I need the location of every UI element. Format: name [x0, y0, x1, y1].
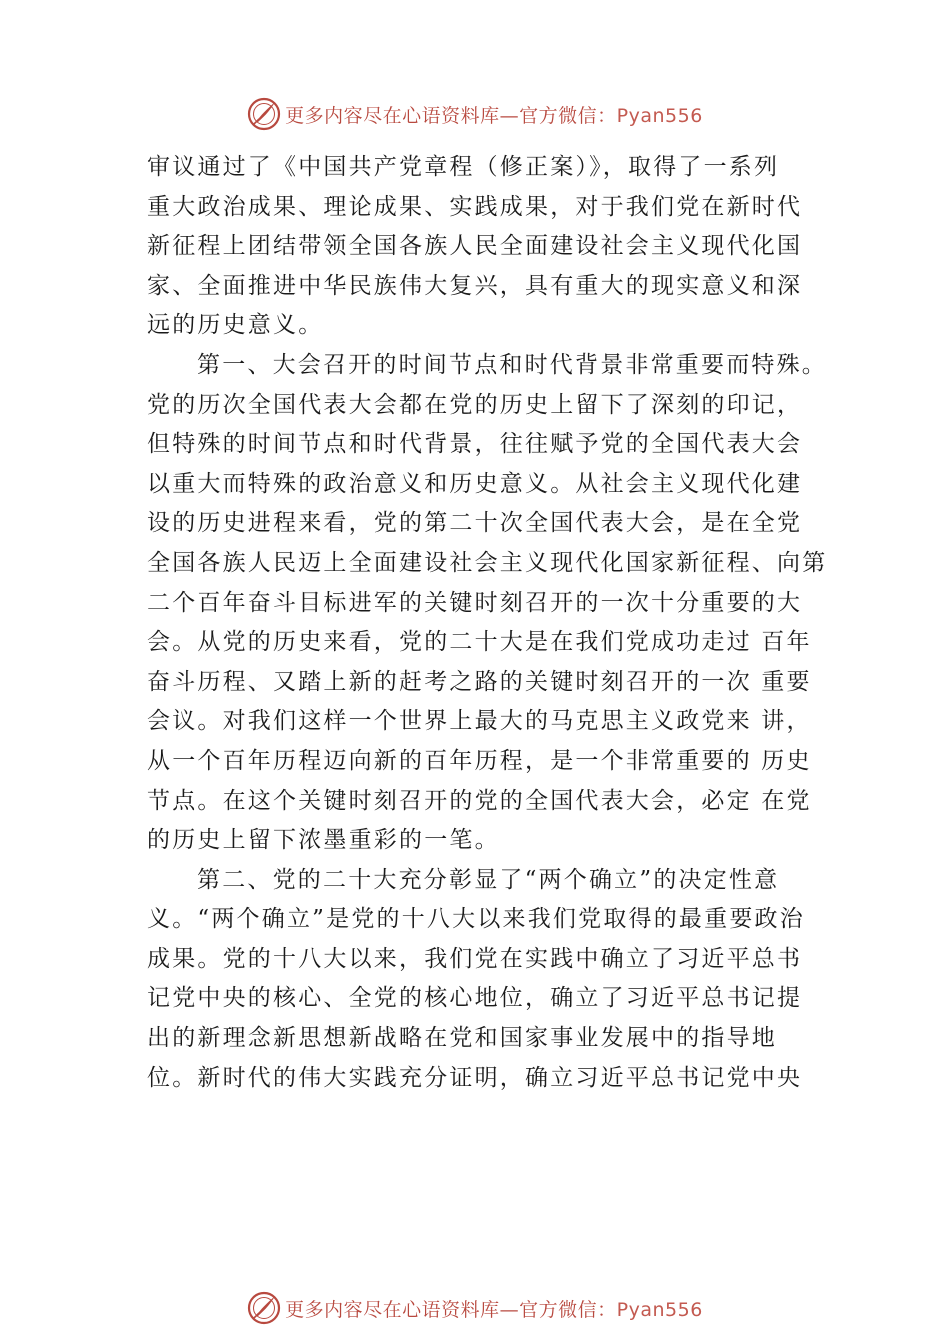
text-line: 二个百年奋斗目标进军的关键时刻召开的一次十分重要的大 — [147, 589, 803, 616]
text-line: 但特殊的时间节点和时代背景，往往赋予党的全国代表大会 — [147, 431, 803, 458]
text-line: 以重大而特殊的政治意义和历史意义。从社会主义现代化建 — [147, 470, 803, 497]
text-line: 远的历史意义。 — [147, 312, 324, 339]
text-line: 从一个百年历程迈向新的百年历程，是一个非常重要的 历史 — [147, 747, 812, 774]
banner-text: 更多内容尽在心语资料库—官方微信：Pyan556 — [285, 1298, 703, 1321]
text-line: 会议。对我们这样一个世界上最大的马克思主义政党来 讲， — [147, 708, 812, 735]
text-line: 会。从党的历史来看，党的二十大是在我们党成功走过 百年 — [147, 629, 812, 656]
text-line: 党的历次全国代表大会都在党的历史上留下了深刻的印记， — [147, 391, 803, 418]
text-line: 重大政治成果、理论成果、实践成果，对于我们党在新时代 — [147, 193, 803, 220]
text-line: 记党中央的核心、全党的核心地位，确立了习近平总书记提 — [147, 985, 803, 1012]
text-line: 新征程上团结带领全国各族人民全面建设社会主义现代化国 — [147, 233, 803, 260]
text-line: 设的历史进程来看，党的第二十次全国代表大会，是在全党 — [147, 510, 803, 537]
quill-logo-icon — [247, 1291, 281, 1325]
text-line: 家、全面推进中华民族伟大复兴，具有重大的现实意义和深 — [147, 272, 803, 299]
text-line: 奋斗历程、又踏上新的赶考之路的关键时刻召开的一次 重要 — [147, 668, 812, 695]
paragraph-heading-1: 第一、大会召开的时间节点和时代背景非常重要而特殊。 — [197, 351, 827, 378]
text-line: 义。“两个确立”是党的十八大以来我们党取得的最重要政治 — [147, 906, 805, 933]
text-line: 的历史上留下浓墨重彩的一笔。 — [147, 827, 500, 854]
wechat-id: Pyan556 — [616, 104, 703, 127]
footer-banner — [0, 1288, 950, 1328]
document-body — [147, 148, 837, 1098]
text-line: 位。新时代的伟大实践充分证明，确立习近平总书记党中央 — [147, 1064, 803, 1091]
header-banner — [0, 94, 950, 134]
text-line: 成果。党的十八大以来，我们党在实践中确立了习近平总书 — [147, 945, 803, 972]
wechat-id: Pyan556 — [616, 1298, 703, 1321]
text-line: 审议通过了《中国共产党章程（修正案）》，取得了一系列 — [147, 154, 780, 180]
paragraph-heading-2: 第二、党的二十大充分彰显了“两个确立”的决定性意 — [197, 866, 780, 893]
quill-logo-icon — [247, 97, 281, 131]
text-line: 节点。在这个关键时刻召开的党的全国代表大会，必定 在党 — [147, 787, 812, 814]
text-line: 出的新理念新思想新战略在党和国家事业发展中的指导地 — [147, 1025, 777, 1052]
text-line: 全国各族人民迈上全面建设社会主义现代化国家新征程、向第 — [147, 549, 828, 576]
banner-text: 更多内容尽在心语资料库—官方微信：Pyan556 — [285, 104, 703, 127]
